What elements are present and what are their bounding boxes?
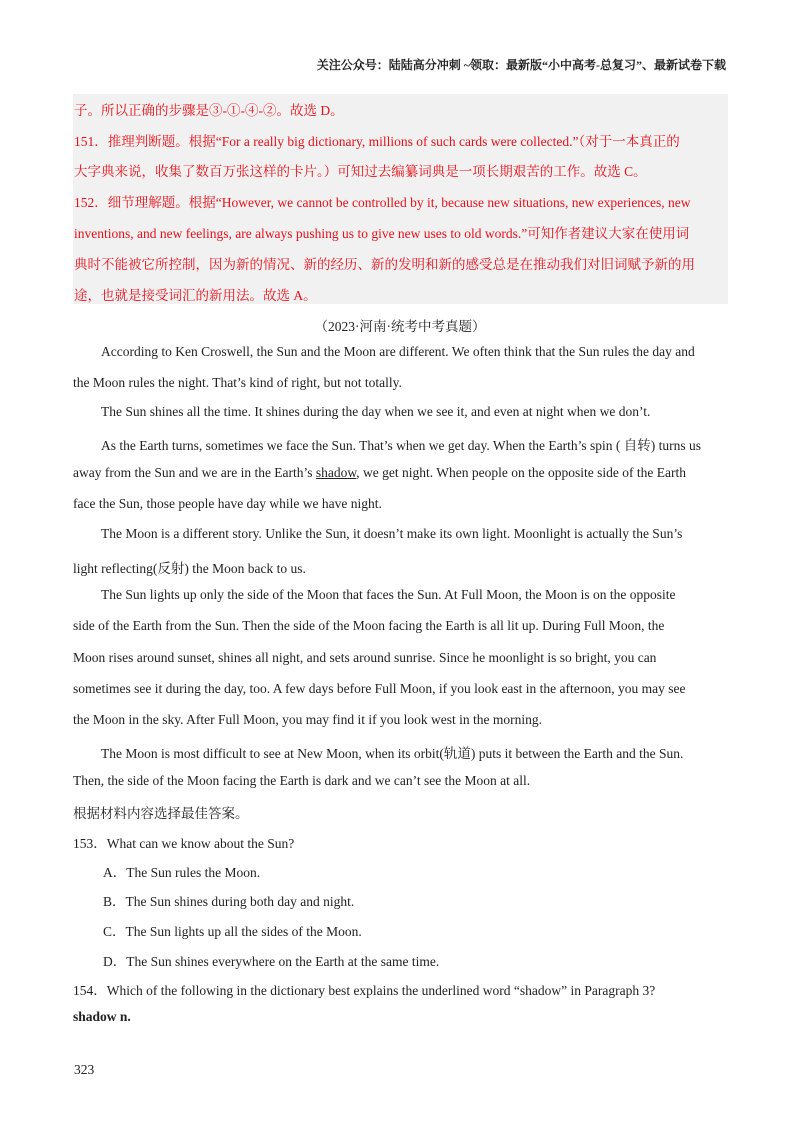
passage-line: away from the Sun and we are in the Earth’s shadow, we get night. When people on the opposite side of the Earth <box>73 465 686 480</box>
passage-line: The Moon is a different story. Unlike the Sun, it doesn’t make its own light. Moonlight is actually the Sun’s <box>101 526 683 541</box>
underlined-word-shadow: shadow <box>315 465 357 480</box>
passage-line: sometimes see it during the day, too. A few days before Full Moon, if you look east in the afternoon, you may see <box>73 681 686 696</box>
answer-line: 大字典来说，收集了数百万张这样的卡片。）可知过去编纂词典是一项长期艰苦的工作。故选 C。 <box>74 164 647 179</box>
dictionary-term: shadow n. <box>73 1009 131 1024</box>
passage-line: Then, the side of the Moon facing the Earth is dark and we can’t see the Moon at all. <box>73 773 531 788</box>
answer-line: 典时不能被它所控制，因为新的情况、新的经历、新的发明和新的感受总是在推动我们对旧词赋予新的用 <box>74 257 695 272</box>
answer-line: 152．细节理解题。根据“However, we cannot be controlled by it, because new situations, new experiences, new <box>74 195 691 210</box>
passage-line: The Sun lights up only the side of the Moon that faces the Sun. At Full Moon, the Moon is on the opposite <box>101 587 676 602</box>
answer-line: 子。所以正确的步骤是③-①-④-②。故选 D。 <box>74 103 344 118</box>
option-d: D．The Sun shines everywhere on the Earth at the same time. <box>103 954 440 969</box>
source-label: （2023·河南·统考中考真题） <box>314 319 486 334</box>
passage-line: side of the Earth from the Sun. Then the side of the Moon facing the Earth is all lit up. During Full Moon, the <box>73 618 665 633</box>
option-c: C．The Sun lights up all the sides of the Moon. <box>103 924 362 939</box>
passage-line: light reflecting(反射) the Moon back to us. <box>73 561 306 576</box>
passage-line: the Moon in the sky. After Full Moon, you may find it if you look west in the morning. <box>73 712 542 727</box>
answer-line: 途，也就是接受词汇的新用法。故选 A。 <box>74 288 317 303</box>
passage-line: The Moon is most difficult to see at New Moon, when its orbit(轨道) puts it between the Earth and the Sun. <box>101 746 684 761</box>
answer-line: 151．推理判断题。根据“For a really big dictionary, millions of such cards were collected.”（对于一本真正的 <box>74 134 680 149</box>
passage-line: face the Sun, those people have day while we have night. <box>73 496 382 511</box>
passage-line: Moon rises around sunset, shines all night, and sets around sunrise. Since he moonlight is so bright, you can <box>73 650 657 665</box>
question-154: 154．Which of the following in the dictionary best explains the underlined word “shadow” in Paragraph 3? <box>73 983 656 998</box>
page-number: 323 <box>74 1062 95 1077</box>
option-a: A．The Sun rules the Moon. <box>103 865 261 880</box>
passage-line: As the Earth turns, sometimes we face the Sun. That’s when we get day. When the Earth’s spin ( 自转) turns us <box>101 438 701 453</box>
passage-line: The Sun shines all the time. It shines during the day when we see it, and even at night when we don’t. <box>101 404 651 419</box>
passage-line: According to Ken Croswell, the Sun and the Moon are different. We often think that the Sun rules the day and <box>101 344 695 359</box>
answer-line: inventions, and new feelings, are always pushing us to give new uses to old words.”可知作者建议大家在使用词 <box>74 226 690 241</box>
question-153: 153．What can we know about the Sun? <box>73 836 295 851</box>
page-header: 关注公众号：陆陆高分冲刺 ~领取：最新版“小中高考-总复习”、最新试卷下载 <box>316 58 726 72</box>
passage-line: the Moon rules the night. That’s kind of right, but not totally. <box>73 375 402 390</box>
option-b: B．The Sun shines during both day and night. <box>103 894 355 909</box>
instruction-text: 根据材料内容选择最佳答案。 <box>73 806 249 821</box>
